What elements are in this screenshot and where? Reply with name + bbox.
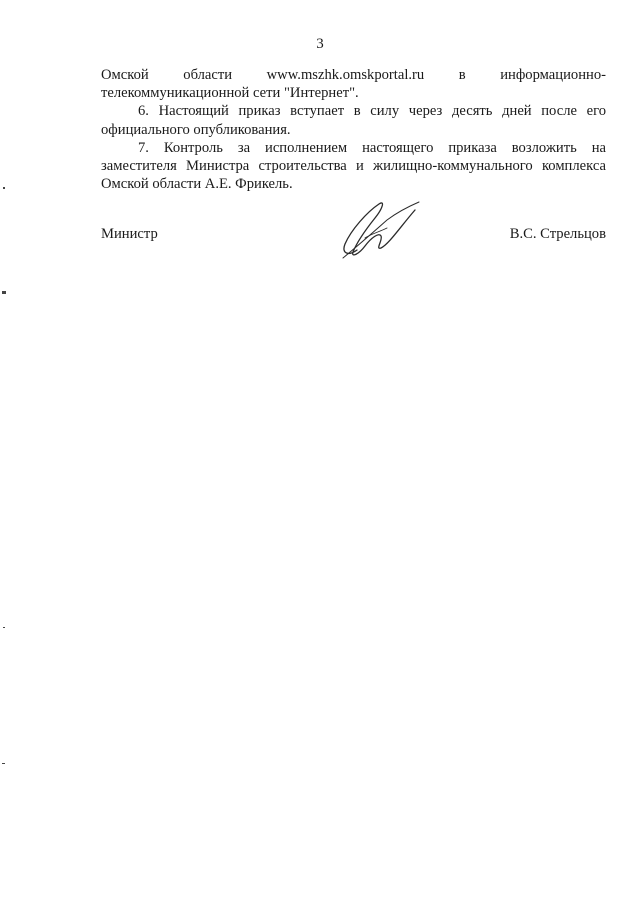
paragraph-6-line-1: 6. Настоящий приказ вступает в силу через десять дней после его — [138, 103, 606, 120]
paragraph-5-line-1 — [101, 66, 606, 84]
word: Омской — [101, 67, 149, 83]
signatory-name: В.С. Стрельцов — [509, 226, 606, 242]
document-body — [101, 66, 606, 193]
website-url: www.mszhk.omskportal.ru — [266, 67, 425, 83]
signatory-title: Министр — [101, 226, 158, 242]
paragraph-7-line-2: заместителя Министра строительства и жилищно-коммунального комплекса — [101, 158, 606, 175]
paragraph-5-line-2: телекоммуникационной сети "Интернет". — [101, 85, 359, 102]
scan-artifact-mark — [2, 291, 6, 294]
scan-artifact-mark — [3, 187, 5, 189]
word: области — [183, 67, 233, 83]
paragraph-6-line-2: официального опубликования. — [101, 121, 291, 138]
handwritten-signature — [335, 198, 425, 260]
paragraph-7-line-1: 7. Контроль за исполнением настоящего приказа возложить на — [138, 139, 606, 156]
scan-artifact-mark — [3, 627, 5, 628]
scan-artifact-mark — [2, 763, 5, 764]
word: информационно- — [500, 67, 606, 83]
word: в — [458, 67, 466, 83]
paragraph-7-line-3: Омской области А.Е. Фрикель. — [101, 176, 293, 193]
page-number: 3 — [316, 36, 324, 52]
